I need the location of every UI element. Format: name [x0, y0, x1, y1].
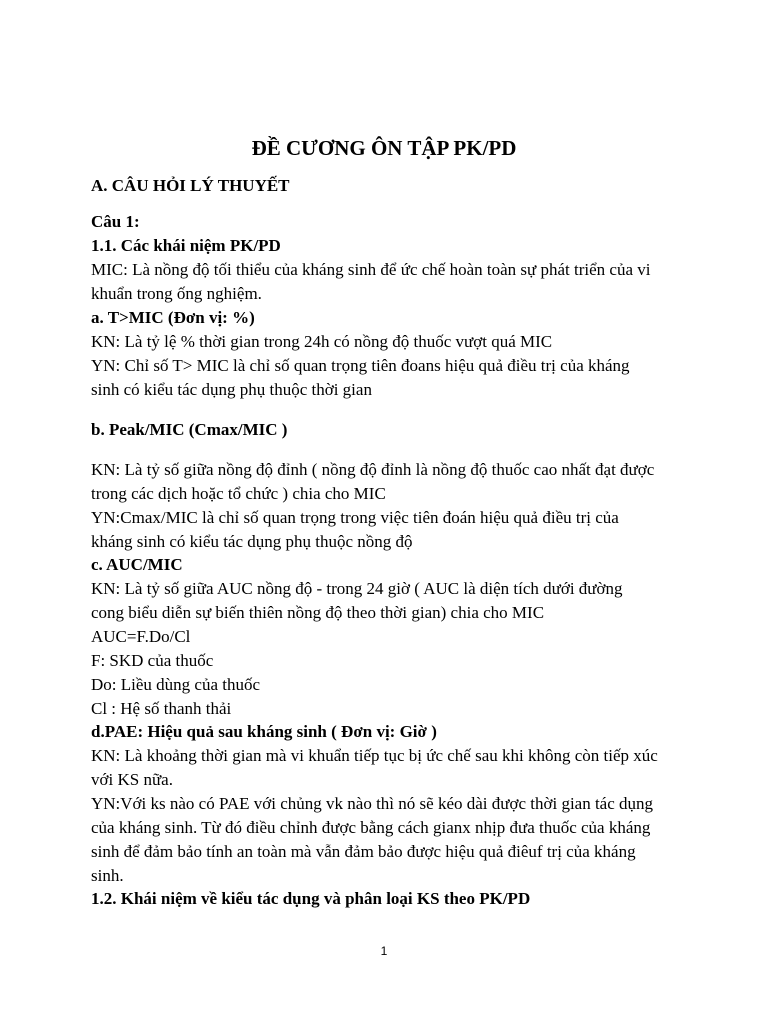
paragraph-line: cong biểu diễn sự biến thiên nồng độ theo thời gian) chia cho MIC	[91, 603, 545, 622]
paragraph-line: với KS nữa.	[91, 770, 173, 789]
paragraph-line: YN:Cmax/MIC là chỉ số quan trọng trong việc tiên đoán hiệu quả điều trị của	[91, 508, 619, 527]
paragraph-line: kháng sinh có kiểu tác dụng phụ thuộc nồng độ	[91, 532, 413, 551]
paragraph-line: Cl : Hệ số thanh thải	[91, 699, 232, 718]
subheading-a: a. T>MIC (Đơn vị: %)	[91, 308, 255, 327]
subheading-c: c. AUC/MIC	[91, 555, 183, 574]
paragraph-line: KN: Là tỷ lệ % thời gian trong 24h có nồng độ thuốc vượt quá MIC	[91, 332, 553, 351]
paragraph-line: KN: Là tỷ số giữa nồng độ đỉnh ( nồng độ đỉnh là nồng độ thuốc cao nhất đạt được	[91, 460, 655, 479]
subheading-1-1: 1.1. Các khái niệm PK/PD	[91, 236, 281, 255]
paragraph-line: sinh có kiểu tác dụng phụ thuộc thời gian	[91, 380, 372, 399]
paragraph-line: sinh.	[91, 866, 124, 885]
section-heading-a: A. CÂU HỎI LÝ THUYẾT	[91, 176, 290, 195]
paragraph-line: KN: Là tỷ số giữa AUC nồng độ - trong 24 giờ ( AUC là diện tích dưới đường	[91, 579, 623, 598]
formula-line: AUC=F.Do/Cl	[91, 627, 191, 646]
paragraph-line: YN: Chỉ số T> MIC là chỉ số quan trọng tiên đoans hiệu quả điều trị của kháng	[91, 356, 630, 375]
question-heading: Câu 1:	[91, 212, 140, 231]
subheading-1-2: 1.2. Khái niệm về kiểu tác dụng và phân loại KS theo PK/PD	[91, 889, 531, 908]
paragraph-line: của kháng sinh. Từ đó điều chỉnh được bằng cách gianx nhịp đưa thuốc của kháng	[91, 818, 651, 837]
paragraph-line: F: SKD của thuốc	[91, 651, 214, 670]
paragraph-line: Do: Liều dùng của thuốc	[91, 675, 261, 694]
document-title: ĐỀ CƯƠNG ÔN TẬP PK/PD	[251, 136, 517, 160]
subheading-d: d.PAE: Hiệu quả sau kháng sinh ( Đơn vị: Giờ )	[91, 722, 437, 741]
paragraph-line: YN:Với ks nào có PAE với chủng vk nào thì nó sẽ kéo dài được thời gian tác dụng	[91, 794, 654, 813]
paragraph-line: sinh để đảm bảo tính an toàn mà vẫn đảm bảo được hiệu quả điêuf trị của kháng	[91, 842, 636, 861]
subheading-b: b. Peak/MIC (Cmax/MIC )	[91, 420, 288, 439]
paragraph-line: khuẩn trong ống nghiệm.	[91, 284, 262, 303]
paragraph-line: KN: Là khoảng thời gian mà vi khuẩn tiếp tục bị ức chế sau khi không còn tiếp xúc	[91, 746, 658, 765]
paragraph-line: trong các dịch hoặc tổ chức ) chia cho MIC	[91, 484, 386, 503]
paragraph-line: MIC: Là nồng độ tối thiểu của kháng sinh để ức chế hoàn toàn sự phát triển của vi	[91, 260, 651, 279]
page-number: 1	[380, 944, 388, 958]
